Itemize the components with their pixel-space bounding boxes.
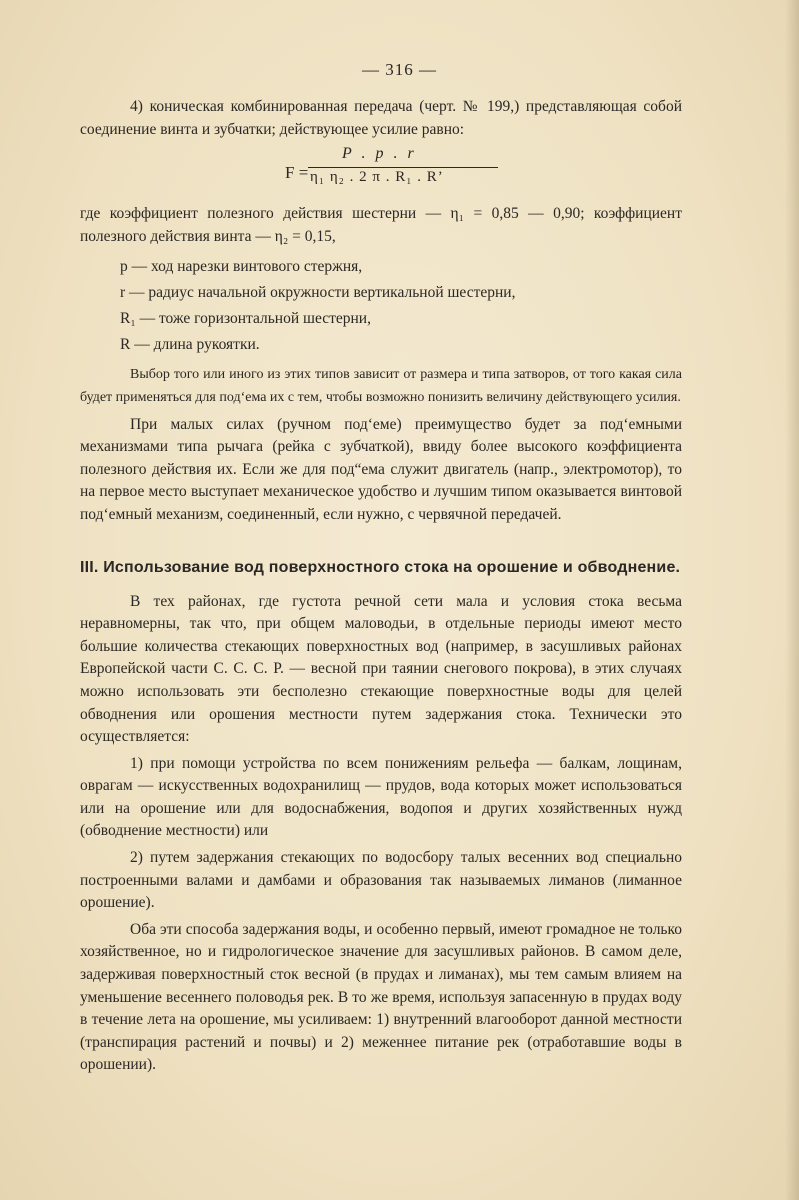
definition-r-length: R — длина рукоятки. <box>120 336 260 354</box>
definition-r: r — радиус начальной окружности вертикальной шестерни, <box>120 284 516 302</box>
force-formula <box>80 145 682 197</box>
lifting-mechanism-paragraph: При малых силах (ручном под‘еме) преимущество будет за под‘емными механизмами типа рычага (рейка с зубчаткой), ввиду более высокого коэффициента полезного действия их. Если же для под“ема служит двигатель (напр., электромотор), то на первое место выступает механическое удобство и лучшим типом оказывается винтовой под‘емный механизм, соединенный, если нужно, с червячной передачей. <box>80 415 682 523</box>
method-2-paragraph: 2) путем задержания стекающих по водосбору талых весенних вод специально построенными валами и дамбами и образования так называемых лиманов (лиманное орошение). <box>80 849 682 912</box>
method-1-paragraph: 1) при помощи устройства по всем понижениям рельефа — балкам, лощинам, оврагам — искусственных водохранилищ — прудов, вода которых может использоваться или на орошение или для водоснабжения, водопоя и других хозяйственных нужд (обводнение местности) или <box>80 754 682 840</box>
definition-r1: R₁ — тоже горизонтальной шестерни, <box>120 310 371 328</box>
choice-paragraph: Выбор того или иного из этих типов зависит от размера и типа затворов, от того какая сила будет применяться для под‘ема их с тем, чтобы возможно понизить величину действующего усилия. <box>80 367 682 405</box>
formula-numerator: P . p . r <box>342 145 417 163</box>
formula-lhs: F = <box>285 163 309 183</box>
runoff-paragraph: В тех районах, где густота речной сети мала и условия стока весьма неравномерны, так что, при общем маловодьи, в отдельные периоды имеют место большие количества стекающих поверхностных вод (например, в засушливых районах Европейской части С. С. С. Р. — весной при таянии снегового покрова), в этих случаях можно использовать эти бесполезно стекающие поверхностные воды для целей обводнения или орошения местности путем задержания стока. Технически это осуществляется: <box>80 592 682 746</box>
formula-fraction-bar <box>308 167 498 168</box>
item-4-paragraph: 4) коническая комбинированная передача (черт. № 199,) представляющая собой соединение винта и зубчатки; действующее усилие равно: <box>80 98 682 138</box>
definition-p: p — ход нарезки винтового стержня, <box>120 258 363 276</box>
page-number: — 316 — <box>362 60 437 79</box>
coefficient-paragraph: где коэффициент полезного действия шестерни — η₁ = 0,85 — 0,90; коэффициент полезного действия винта — η₂ = 0,15, <box>80 205 682 245</box>
formula-denominator: η₁ η₂ . 2 π . R₁ . R’ <box>310 169 444 186</box>
page-edge-shadow <box>785 0 799 1200</box>
significance-paragraph: Оба эти способа задержания воды, и особенно первый, имеют громадное не только хозяйственное, но и гидрологическое значение для засушливых районов. В самом деле, задерживая поверхностный сток весной (в прудах и лиманах), мы тем самым влияем на уменьшение весеннего половодья рек. В то же время, используя запасенную в прудах воду в течение лета на орошение, мы усиливаем: 1) внутренний влагооборот данной местности (транспирация растений и почвы) и 2) меженнее питание рек (отработавшие воды в орошении). <box>80 920 682 1074</box>
section-heading: III. Использование вод поверхностного стока на орошение и обводнение. <box>80 558 681 576</box>
page-content <box>80 96 682 1077</box>
